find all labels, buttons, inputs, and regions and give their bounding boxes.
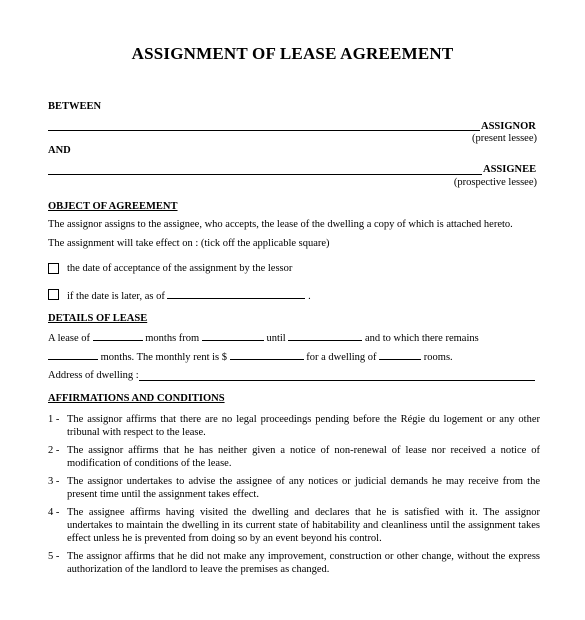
object-line-2: The assignment will take effect on : (tick off the applicable square) — [48, 238, 330, 249]
remaining-months-field[interactable] — [48, 350, 98, 360]
item-text: The assignor affirms that there are no legal proceedings pending before the Régie du logement or any other tribunal with respect to the lease. — [67, 414, 540, 438]
lease-start-field[interactable] — [202, 331, 264, 341]
address-label: Address of dwelling : — [48, 370, 139, 381]
item-text: The assignor affirms that he has neither given a notice of non-renewal of lease nor received a notice of modification of conditions of the lease. — [67, 445, 540, 469]
option-2-row — [67, 289, 311, 302]
details-heading: DETAILS OF LEASE — [48, 313, 148, 324]
between-label: BETWEEN — [48, 101, 102, 112]
address-row — [48, 370, 139, 381]
months-from-label: months from — [145, 333, 200, 344]
item-number: 1 - — [48, 414, 60, 425]
address-field[interactable] — [139, 380, 535, 381]
assignee-label: ASSIGNEE — [483, 164, 537, 175]
object-heading: OBJECT OF AGREEMENT — [48, 201, 178, 212]
assignor-name-line[interactable] — [48, 130, 480, 131]
lease-months-field[interactable] — [93, 331, 143, 341]
item-text: The assignee affirms having visited the dwelling and declares that he is satisfied with it. The assignor undertakes to maintain the dwelling in its current state of habitability and cleanliness until the assignment takes effect unless he is prevented from doing so by an event beyond his control. — [67, 507, 540, 544]
assignee-name-line[interactable] — [48, 174, 482, 175]
item-text: The assignor undertakes to advise the assignee of any notices or judicial demands he may receive from the present time until the assignment takes effect. — [67, 476, 540, 500]
monthly-rent-field[interactable] — [230, 350, 304, 360]
rooms-label: rooms. — [423, 352, 453, 363]
lease-of-label: A lease of — [48, 333, 90, 344]
list-item — [48, 550, 540, 576]
affirmations-heading: AFFIRMATIONS AND CONDITIONS — [48, 393, 225, 404]
assignor-label: ASSIGNOR — [481, 121, 536, 132]
item-number: 3 - — [48, 476, 60, 487]
option-2-end: . — [308, 291, 311, 302]
item-text: The assignor affirms that he did not make any improvement, construction or other change, without the express authorization of the landlord to leave the premises as changed. — [67, 551, 540, 575]
rooms-field[interactable] — [379, 350, 421, 360]
document-title: ASSIGNMENT OF LEASE AGREEMENT — [131, 44, 454, 63]
affirmations-list — [48, 413, 540, 576]
remains-label: and to which there remains — [364, 333, 479, 344]
later-date-checkbox[interactable] — [48, 289, 59, 300]
details-line-2 — [48, 350, 453, 363]
option-1-label: the date of acceptance of the assignment by the lessor — [67, 263, 293, 274]
list-item — [48, 506, 540, 545]
list-item — [48, 475, 540, 501]
item-number: 5 - — [48, 551, 60, 562]
lease-end-field[interactable] — [288, 331, 362, 341]
monthly-rent-label: months. The monthly rent is $ — [100, 352, 228, 363]
and-label: AND — [48, 145, 71, 156]
list-item — [48, 413, 540, 439]
object-line-1: The assignor assigns to the assignee, who accepts, the lease of the dwelling a copy of which is attached hereto. — [48, 219, 513, 230]
list-item — [48, 444, 540, 470]
item-number: 4 - — [48, 507, 60, 518]
assignee-subtitle: (prospective lessee) — [453, 177, 537, 188]
dwelling-of-label: for a dwelling of — [306, 352, 377, 363]
until-label: until — [266, 333, 286, 344]
item-number: 2 - — [48, 445, 60, 456]
details-line-1 — [48, 331, 479, 344]
acceptance-date-checkbox[interactable] — [48, 263, 59, 274]
assignor-subtitle: (present lessee) — [471, 133, 537, 144]
option-2-label: if the date is later, as of — [67, 291, 165, 302]
later-date-field[interactable] — [167, 289, 305, 299]
